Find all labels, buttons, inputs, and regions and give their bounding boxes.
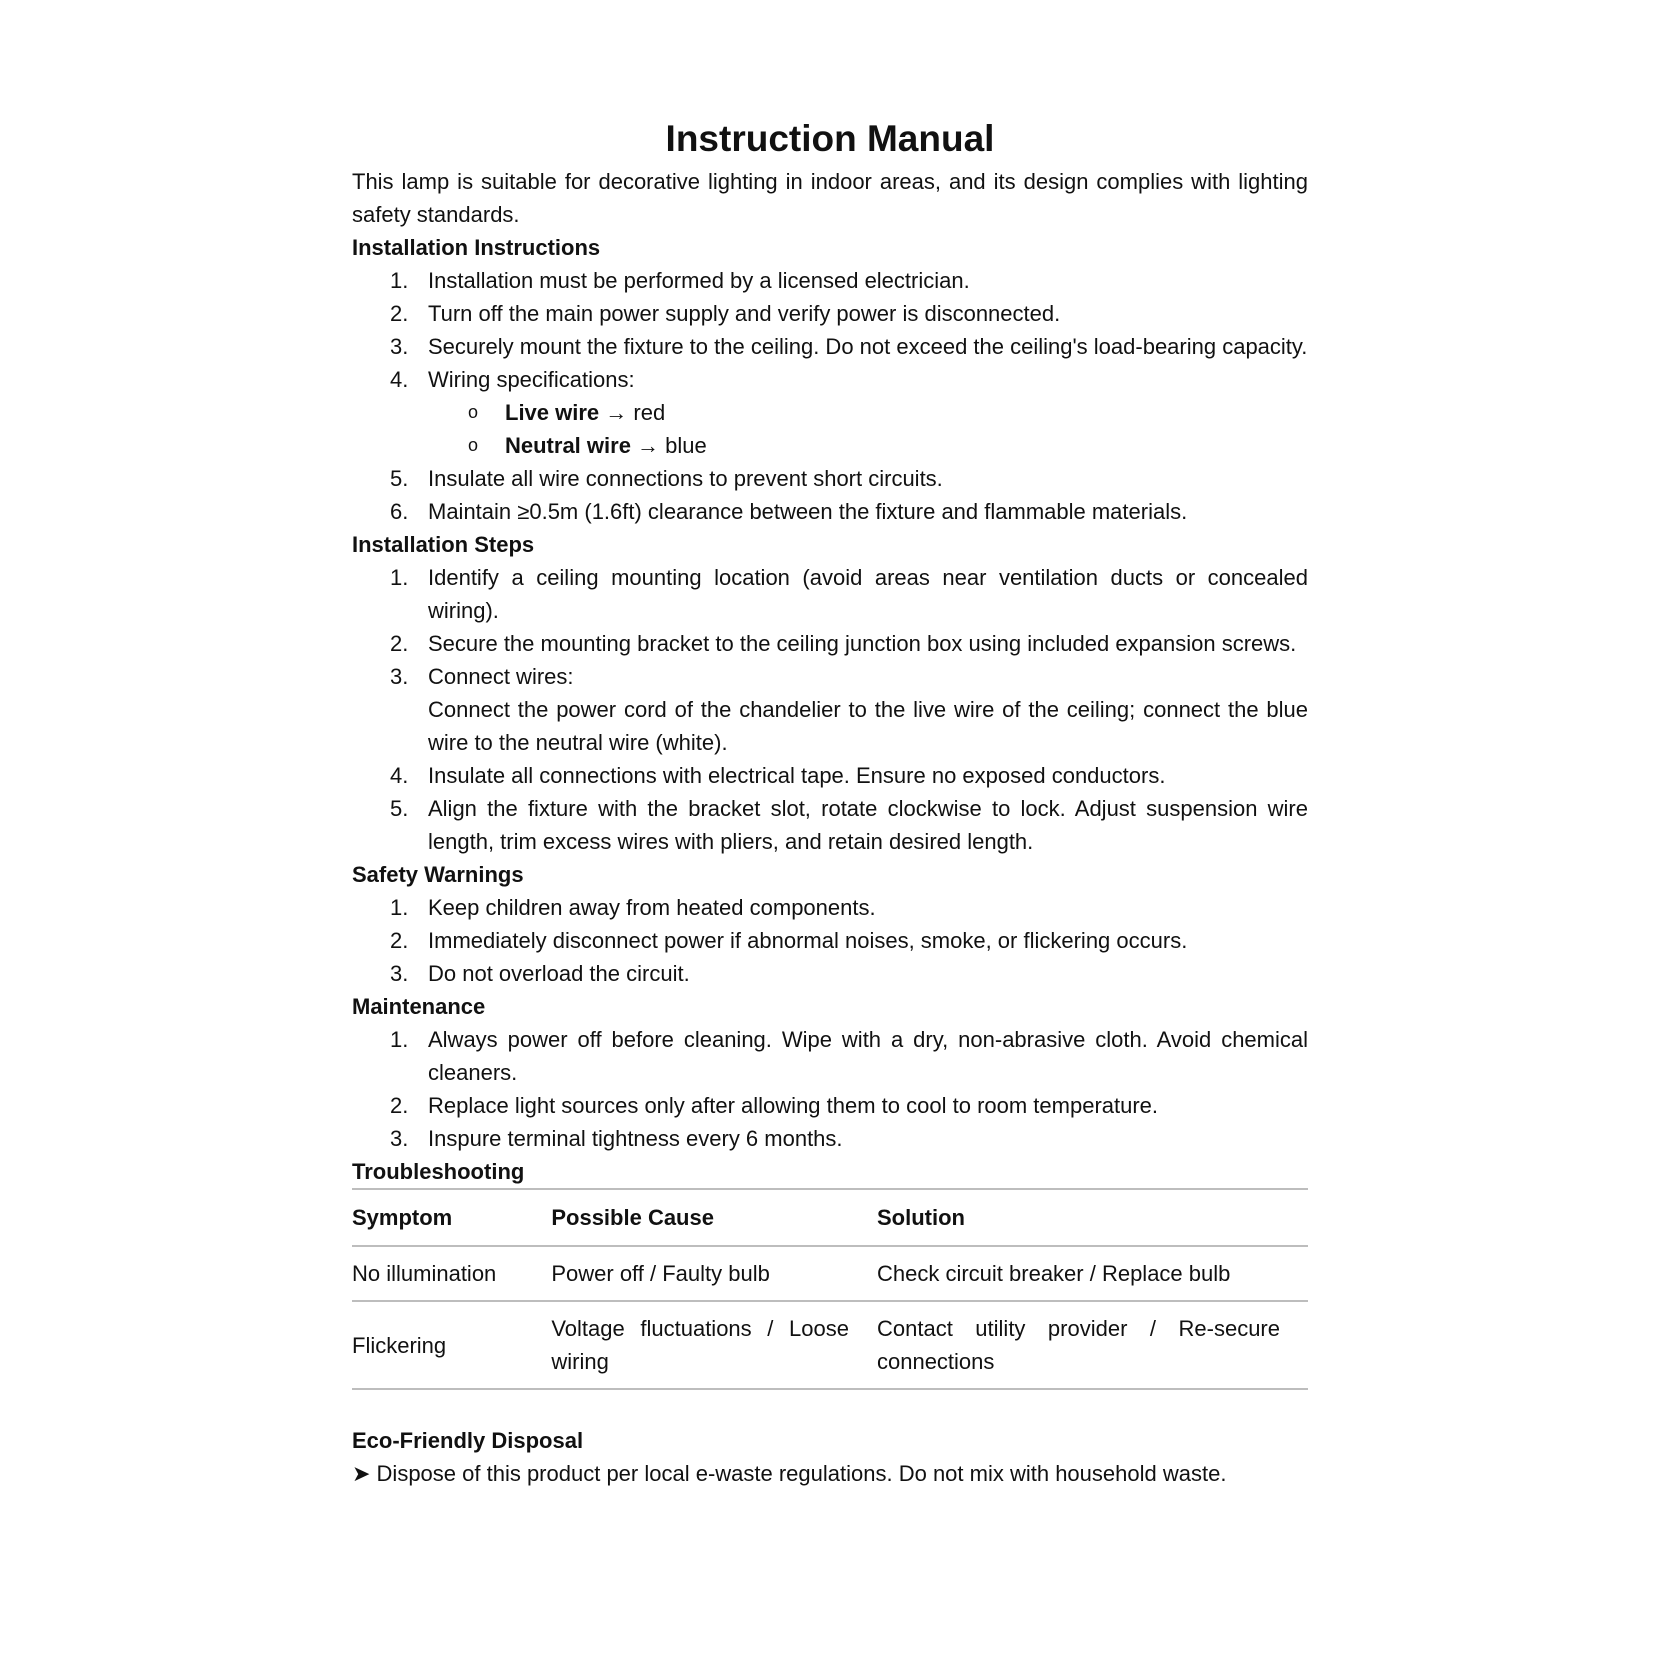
wiring-item-neutral bbox=[352, 429, 1308, 462]
installation-steps-list bbox=[352, 561, 1308, 858]
item-text: Align the fixture with the bracket slot, rotate clockwise to lock. Adjust suspension wire length, trim excess wires with pliers, and retain desired length. bbox=[428, 796, 1308, 854]
section-heading: Installation Steps bbox=[352, 532, 535, 557]
item-text: Wiring specifications: bbox=[428, 367, 635, 392]
item-detail: Connect the power cord of the chandelier to the live wire of the ceiling; connect the blue wire to the neutral wire (white). bbox=[428, 697, 1308, 755]
list-item bbox=[352, 495, 1308, 528]
item-number: 2. bbox=[390, 301, 409, 326]
list-item bbox=[352, 891, 1308, 924]
item-number: 2. bbox=[390, 1093, 409, 1118]
list-item bbox=[352, 1122, 1308, 1155]
safety-warnings-list bbox=[352, 891, 1308, 990]
item-text: Keep children away from heated components. bbox=[428, 895, 876, 920]
list-item bbox=[352, 561, 1308, 627]
item-text: Installation must be performed by a licensed electrician. bbox=[428, 268, 970, 293]
wiring-item-live bbox=[352, 396, 1308, 429]
section-heading: Eco-Friendly Disposal bbox=[352, 1428, 584, 1453]
table-cell-solution: Contact utility provider / Re-secure connections bbox=[877, 1301, 1308, 1389]
item-text: Always power off before cleaning. Wipe with a dry, non-abrasive cloth. Avoid chemical cleaners. bbox=[428, 1027, 1308, 1085]
list-item bbox=[352, 462, 1308, 495]
list-item bbox=[352, 627, 1308, 660]
item-text: Inspure terminal tightness every 6 months. bbox=[428, 1126, 843, 1151]
list-item bbox=[352, 330, 1308, 363]
list-item bbox=[352, 297, 1308, 330]
list-item bbox=[352, 924, 1308, 957]
eco-disposal-section bbox=[352, 1424, 1308, 1490]
manual-page bbox=[352, 115, 1308, 1490]
circle-bullet-icon: o bbox=[468, 402, 479, 422]
item-number: 3. bbox=[390, 961, 409, 986]
list-item bbox=[352, 759, 1308, 792]
column-header-symptom: Symptom bbox=[352, 1189, 551, 1246]
table-cell-symptom: Flickering bbox=[352, 1301, 551, 1389]
wiring-spec-list bbox=[352, 396, 1308, 462]
item-number: 1. bbox=[390, 565, 409, 590]
section-heading: Installation Instructions bbox=[352, 235, 601, 260]
installation-instructions-list-continued bbox=[352, 462, 1308, 528]
item-text: Maintain ≥0.5m (1.6ft) clearance between the fixture and flammable materials. bbox=[428, 499, 1188, 524]
installation-steps-section bbox=[352, 528, 1308, 858]
wire-color: → red bbox=[599, 400, 666, 425]
item-text: Secure the mounting bracket to the ceiling junction box using included expansion screws. bbox=[428, 631, 1297, 656]
table-cell-symptom: No illumination bbox=[352, 1246, 551, 1301]
item-text: Connect wires: bbox=[428, 664, 574, 689]
wire-label: Live wire bbox=[505, 400, 600, 425]
item-text: Replace light sources only after allowing them to cool to room temperature. bbox=[428, 1093, 1159, 1118]
item-number: 6. bbox=[390, 499, 409, 524]
eco-disposal-text: ➤ Dispose of this product per local e-waste regulations. Do not mix with household waste. bbox=[352, 1461, 1227, 1486]
table-cell-cause: Voltage fluctuations / Loose wiring bbox=[551, 1301, 877, 1389]
item-number: 5. bbox=[390, 466, 409, 491]
list-item bbox=[352, 363, 1308, 396]
table-row bbox=[352, 1301, 1308, 1389]
item-text: Insulate all connections with electrical tape. Ensure no exposed conductors. bbox=[428, 763, 1166, 788]
wire-label: Neutral wire bbox=[505, 433, 631, 458]
list-item bbox=[352, 1023, 1308, 1089]
item-number: 3. bbox=[390, 1126, 409, 1151]
column-header-cause: Possible Cause bbox=[551, 1189, 877, 1246]
table-row bbox=[352, 1246, 1308, 1301]
section-heading: Maintenance bbox=[352, 994, 486, 1019]
section-heading: Safety Warnings bbox=[352, 862, 524, 887]
troubleshooting-table bbox=[352, 1188, 1308, 1390]
table-cell-solution: Check circuit breaker / Replace bulb bbox=[877, 1246, 1308, 1301]
section-heading: Troubleshooting bbox=[352, 1159, 525, 1184]
item-number: 2. bbox=[390, 631, 409, 656]
item-number: 4. bbox=[390, 763, 409, 788]
intro-paragraph: This lamp is suitable for decorative lighting in indoor areas, and its design complies with lighting safety standards. bbox=[352, 169, 1308, 227]
installation-instructions-list bbox=[352, 264, 1308, 396]
table-cell-cause: Power off / Faulty bulb bbox=[551, 1246, 877, 1301]
column-header-solution: Solution bbox=[877, 1189, 1308, 1246]
item-number: 2. bbox=[390, 928, 409, 953]
table-header-row bbox=[352, 1189, 1308, 1246]
item-text: Identify a ceiling mounting location (avoid areas near ventilation ducts or concealed wiring). bbox=[428, 565, 1308, 623]
item-number: 3. bbox=[390, 334, 409, 359]
maintenance-list bbox=[352, 1023, 1308, 1155]
list-item bbox=[352, 792, 1308, 858]
item-text: Immediately disconnect power if abnormal noises, smoke, or flickering occurs. bbox=[428, 928, 1188, 953]
item-number: 4. bbox=[390, 367, 409, 392]
list-item bbox=[352, 660, 1308, 759]
page-title: Instruction Manual bbox=[665, 118, 995, 159]
item-text: Do not overload the circuit. bbox=[428, 961, 690, 986]
wire-color: → blue bbox=[630, 433, 707, 458]
item-number: 5. bbox=[390, 796, 409, 821]
item-text: Insulate all wire connections to prevent short circuits. bbox=[428, 466, 943, 491]
item-number: 3. bbox=[390, 664, 409, 689]
item-number: 1. bbox=[390, 268, 409, 293]
safety-warnings-section bbox=[352, 858, 1308, 990]
list-item bbox=[352, 264, 1308, 297]
troubleshooting-section bbox=[352, 1155, 1308, 1390]
maintenance-section bbox=[352, 990, 1308, 1155]
list-item bbox=[352, 1089, 1308, 1122]
item-number: 1. bbox=[390, 895, 409, 920]
installation-instructions-section bbox=[352, 231, 1308, 528]
item-text: Securely mount the fixture to the ceiling. Do not exceed the ceiling's load-bearing capacity. bbox=[428, 334, 1308, 359]
item-number: 1. bbox=[390, 1027, 409, 1052]
list-item bbox=[352, 957, 1308, 990]
circle-bullet-icon: o bbox=[468, 435, 479, 455]
item-text: Turn off the main power supply and verify power is disconnected. bbox=[428, 301, 1061, 326]
